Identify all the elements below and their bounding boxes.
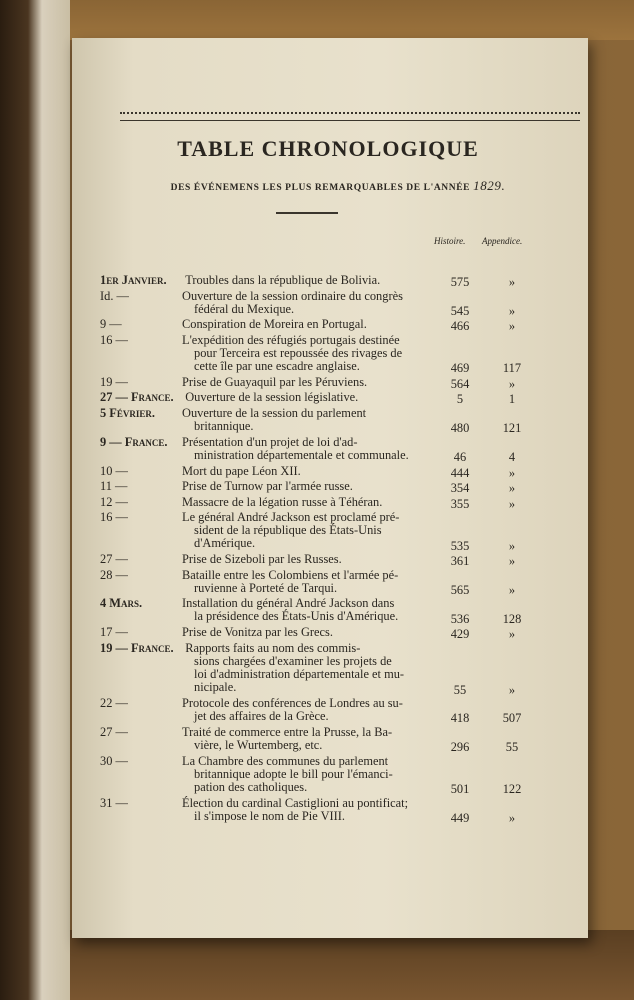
entry-history-page: 354 — [450, 481, 470, 495]
entry-appendix-page: » — [508, 275, 516, 289]
entry-appendix-page: 128 — [502, 611, 522, 626]
entry-text-line: Bataille entre les Colombiens et l'armée pé- — [182, 567, 399, 582]
entry-history-page: 46 — [453, 449, 467, 464]
entry-text-line: Troubles dans la république de Bolivia. — [185, 273, 381, 287]
entry-date: 31 — — [100, 795, 128, 810]
book-cover-edge — [0, 0, 70, 1000]
entry-date: 10 — — [100, 463, 128, 478]
page-title: TABLE CHRONOLOGIQUE — [177, 136, 479, 161]
entry-history-page: 536 — [450, 611, 470, 626]
entry-history-page: 565 — [450, 582, 470, 597]
entry-appendix-page: 4 — [508, 449, 516, 464]
entry-text — [72, 626, 442, 639]
subtitle-text: DES ÉVÉNEMENS LES PLUS REMARQUABLES DE L'ANNÉE — [170, 183, 471, 193]
entry-text — [72, 642, 442, 694]
entry-text-line: vière, le Wurtemberg, etc. — [194, 737, 323, 752]
entry-text-line: d'Amérique. — [194, 536, 256, 550]
entry-date: 28 — — [100, 567, 128, 582]
entry-history-page: 535 — [450, 538, 470, 553]
page-subtitle — [128, 178, 548, 194]
entry-appendix-page: » — [508, 465, 516, 480]
entry-text-line: Protocole des conférences de Londres au su- — [182, 696, 403, 711]
entry-history-page: 449 — [450, 811, 470, 826]
entry-history-page: 355 — [450, 496, 470, 511]
entry-text-line: Conspiration de Moreira en Portugal. — [182, 317, 367, 332]
entry-appendix-page: 121 — [502, 421, 522, 436]
entry-text — [72, 274, 442, 287]
entry-date: 27 — — [100, 552, 128, 567]
entry-appendix-page: » — [508, 303, 516, 318]
entry-history-page: 545 — [450, 303, 470, 318]
entry-appendix-page: 55 — [505, 740, 519, 755]
entry-date: 16 — — [100, 332, 128, 347]
ornamental-rule — [120, 112, 580, 121]
entry-text — [72, 465, 442, 478]
entry-date: 4 Mars. — [100, 596, 143, 611]
entry-history-page: 418 — [450, 711, 470, 726]
entry-appendix-page: 122 — [502, 782, 522, 797]
entry-history-page: 55 — [453, 682, 467, 697]
entry-text — [72, 697, 442, 723]
entry-text-line: Ouverture de la session législative. — [185, 390, 359, 405]
entry-appendix-page: » — [508, 582, 516, 597]
entry-appendix-page: 507 — [502, 711, 522, 726]
entry-text-line: Mort du pape Léon XII. — [182, 463, 301, 478]
entry-text-line: britannique. — [194, 418, 254, 433]
entry-text-line: la présidence des États-Unis d'Amérique. — [194, 609, 399, 624]
entry-appendix-page: » — [508, 682, 516, 697]
entry-text-line: L'expédition des réfugiés portugais destinée — [182, 332, 400, 347]
entry-history-page: 429 — [450, 627, 470, 642]
entry-text-line: Élection du cardinal Castiglioni au pontificat; — [182, 795, 409, 810]
entry-text — [72, 511, 442, 550]
entry-text-line: Ouverture de la session ordinaire du congrès — [182, 288, 403, 303]
entry-date: Id. — — [100, 288, 129, 303]
entry-text-line: La Chambre des communes du parlement — [182, 753, 389, 768]
entry-date: 27 — France. — [100, 390, 174, 405]
entry-history-page: 296 — [450, 740, 470, 755]
book-page — [72, 38, 588, 938]
entry-text-line: sions chargées d'examiner les projets de — [194, 653, 392, 668]
entry-text-line: Présentation d'un projet de loi d'ad- — [182, 434, 358, 449]
entry-text-line: ministration départementale et communale. — [194, 447, 409, 462]
entry-text-line: loi d'administration départementale et mu- — [194, 666, 405, 681]
entry-date: 30 — — [100, 753, 128, 768]
entry-history-page: 480 — [450, 421, 470, 436]
entry-text-line: Prise de Turnow par l'armée russe. — [182, 479, 353, 493]
entry-text-line: Prise de Guayaquil par les Péruviens. — [182, 374, 368, 389]
entry-history-page: 361 — [450, 554, 470, 569]
entry-appendix-page: 1 — [508, 392, 516, 407]
entry-appendix-page: » — [508, 376, 516, 391]
entry-appendix-page: 117 — [502, 361, 522, 376]
entry-date: 9 — France. — [100, 434, 168, 449]
entry-appendix-page: » — [508, 319, 516, 334]
wood-background-top — [0, 0, 634, 40]
entry-text-line: britannique adopte le bill pour l'émanci- — [194, 766, 393, 781]
entry-date: 19 — — [100, 374, 128, 389]
entry-history-page: 575 — [450, 275, 470, 289]
entry-text — [72, 496, 442, 509]
entry-text — [72, 376, 442, 389]
entry-text — [72, 407, 442, 433]
column-header-history: Histoire. — [434, 236, 466, 246]
entry-date: 1er Janvier. — [100, 273, 167, 287]
entry-text-line: pation des catholiques. — [194, 779, 308, 794]
entry-text-line: il s'impose le nom de Pie VIII. — [194, 808, 346, 823]
chronology-list — [72, 244, 588, 884]
entry-history-page: 564 — [450, 376, 470, 391]
entry-text-line: cette île par une escadre anglaise. — [194, 358, 360, 373]
entry-text-line: Rapports faits au nom des commis- — [185, 640, 361, 655]
entry-text — [72, 755, 442, 794]
entry-text-line: nicipale. — [194, 679, 237, 694]
entry-text-line: Prise de Vonitza par les Grecs. — [182, 625, 333, 640]
entry-text — [72, 436, 442, 462]
title-rule — [276, 212, 338, 214]
entry-date: 11 — — [100, 479, 128, 493]
entry-date: 22 — — [100, 696, 128, 711]
entry-appendix-page: » — [508, 496, 516, 511]
entry-history-page: 501 — [450, 782, 470, 797]
entry-text — [72, 318, 442, 331]
entry-date: 19 — France. — [100, 640, 174, 655]
subtitle-year: 1829. — [473, 178, 506, 193]
entry-history-page: 444 — [450, 465, 470, 480]
entry-date: 17 — — [100, 625, 128, 640]
entry-appendix-page: » — [508, 811, 516, 826]
entry-text — [72, 726, 442, 752]
entry-text-line: Ouverture de la session du parlement — [182, 405, 367, 420]
entry-text — [72, 597, 442, 623]
entry-date: 16 — — [100, 510, 128, 524]
entry-text-line: fédéral du Mexique. — [194, 301, 295, 316]
entry-appendix-page: » — [508, 538, 516, 553]
entry-date: 27 — — [100, 724, 128, 739]
entry-text-line: Traité de commerce entre la Prusse, la Ba- — [182, 724, 393, 739]
column-header-appendix: Appendice. — [482, 236, 523, 246]
entry-text-line: pour Terceira est repoussée des rivages de — [194, 345, 403, 360]
entry-text-line: Le général André Jackson est proclamé pré- — [182, 510, 400, 524]
entry-text — [72, 569, 442, 595]
entry-text-line: ruvienne à Porteté de Tarqui. — [194, 580, 338, 595]
entry-history-page: 469 — [450, 361, 470, 376]
entry-appendix-page: » — [508, 627, 516, 642]
entry-date: 5 Février. — [100, 405, 155, 420]
entry-history-page: 466 — [450, 319, 470, 334]
entry-text-line: Massacre de la légation russe à Téhéran. — [182, 494, 383, 509]
entry-date: 12 — — [100, 494, 128, 509]
entry-text — [72, 797, 442, 823]
entry-appendix-page: » — [508, 481, 516, 495]
entry-text-line: Prise de Sizeboli par les Russes. — [182, 552, 342, 567]
entry-text — [72, 334, 442, 373]
entry-text — [72, 290, 442, 316]
entry-text — [72, 391, 442, 404]
wood-background-bottom — [0, 930, 634, 1000]
entry-text — [72, 553, 442, 566]
entry-appendix-page: » — [508, 554, 516, 569]
entry-text — [72, 480, 442, 493]
entry-text-line: sident de la république des États-Unis — [194, 523, 382, 537]
entry-text-line: jet des affaires de la Grèce. — [194, 709, 329, 724]
entry-text-line: Installation du général André Jackson dans — [182, 596, 395, 611]
entry-history-page: 5 — [456, 392, 464, 407]
entry-date: 9 — — [100, 317, 122, 332]
